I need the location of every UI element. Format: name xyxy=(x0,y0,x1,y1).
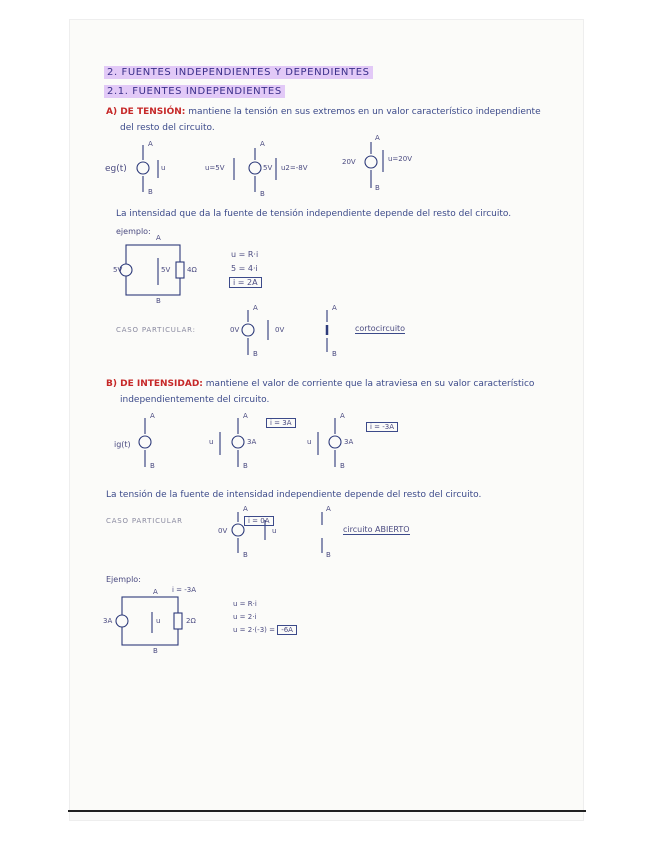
label-B: B xyxy=(156,297,161,305)
src2-u-label: u=5V xyxy=(205,164,225,172)
page-bottom-edge xyxy=(68,810,586,812)
label-A: A xyxy=(326,505,331,513)
label-A: A xyxy=(260,140,265,148)
label-A: A xyxy=(340,412,345,420)
intensidad-note: La tensión de la fuente de intensidad independiente depende del resto del circuito. xyxy=(106,490,482,500)
label-B: B xyxy=(153,647,158,655)
label-A: A xyxy=(243,505,248,513)
eq2: u = 2·i xyxy=(233,613,257,621)
label-A: A xyxy=(156,234,161,242)
label-B: B xyxy=(148,188,153,196)
ig-label: ig(t) xyxy=(114,440,131,449)
intensidad-paragraph-2: independientemente del circuito. xyxy=(120,395,270,405)
label-B: B xyxy=(260,190,265,198)
intensidad-paragraph: B) DE INTENSIDAD: mantiene el valor de corriente que la atraviesa en su valor característico xyxy=(106,379,535,389)
src1-label: eg(t) xyxy=(105,164,127,174)
label-A: A xyxy=(253,304,258,312)
src2-r-label: u2=-8V xyxy=(281,164,308,172)
label-B: B xyxy=(326,551,331,559)
label-B: B xyxy=(340,462,345,470)
cortocircuito-label: cortocircuito xyxy=(355,324,406,333)
eq3-result: i = 2A xyxy=(229,277,262,288)
box-i-3a: i = 3A xyxy=(266,418,296,428)
caso-u: 0V xyxy=(275,326,285,334)
eq1: u = R·i xyxy=(231,250,259,259)
label-B: B xyxy=(150,462,155,470)
label-u: u xyxy=(307,438,312,446)
box-i-0a: i = 0A xyxy=(244,516,274,526)
ejemplo-label: ejemplo: xyxy=(116,227,151,236)
sub-heading: 2.1. FUENTES INDEPENDIENTES xyxy=(104,86,285,97)
label-A: A xyxy=(148,140,153,148)
ex-current: i = -3A xyxy=(172,586,197,594)
src3-v-label: 20V xyxy=(342,158,356,166)
ex-resistor: 2Ω xyxy=(186,617,196,625)
eq3: u = 2·(-3) = -6A xyxy=(233,626,297,634)
eq1: u = R·i xyxy=(233,600,257,608)
label-B: B xyxy=(332,350,337,358)
caso-particular-2: CASO PARTICULAR xyxy=(106,517,183,525)
label-A: A xyxy=(375,134,380,142)
src2-v-label: 5V xyxy=(263,164,273,172)
src3-u-label: u=20V xyxy=(388,155,412,163)
circuito-abierto-label: circuito ABIERTO xyxy=(343,525,410,534)
label-A: A xyxy=(150,412,155,420)
label-A: A xyxy=(243,412,248,420)
caso-v: 0V xyxy=(230,326,240,334)
label-B: B xyxy=(243,462,248,470)
label-A: A xyxy=(332,304,337,312)
label-B: B xyxy=(375,184,380,192)
label-u: u xyxy=(156,617,161,625)
label-u: u xyxy=(272,527,277,535)
label-B: B xyxy=(243,551,248,559)
ex-source: 3A xyxy=(103,617,113,625)
main-heading: 2. FUENTES INDEPENDIENTES Y DEPENDIENTES xyxy=(104,67,373,78)
ex-u-v: 5V xyxy=(161,266,171,274)
ejemplo-label-2: Ejemplo: xyxy=(106,575,141,584)
caso-particular-1: CASO PARTICULAR: xyxy=(116,326,196,334)
caso-v: 0V xyxy=(218,527,228,535)
tension-paragraph: A) DE TENSIÓN: mantiene la tensión en sus extremos en un valor característico independiente xyxy=(106,107,541,117)
ex-source-v: 5V xyxy=(113,266,123,274)
label-u: u xyxy=(161,164,166,172)
ex-resistor: 4Ω xyxy=(187,266,197,274)
tension-paragraph-2: del resto del circuito. xyxy=(120,123,215,133)
label-A: A xyxy=(153,588,158,596)
src3-current: 3A xyxy=(344,438,354,446)
box-i-minus-3a: i = -3A xyxy=(366,422,398,432)
label-u: u xyxy=(209,438,214,446)
label-B: B xyxy=(253,350,258,358)
tension-note: La intensidad que da la fuente de tensión independiente depende del resto del circuito. xyxy=(116,209,512,219)
eq2: 5 = 4·i xyxy=(231,264,258,273)
src2-current: 3A xyxy=(247,438,257,446)
